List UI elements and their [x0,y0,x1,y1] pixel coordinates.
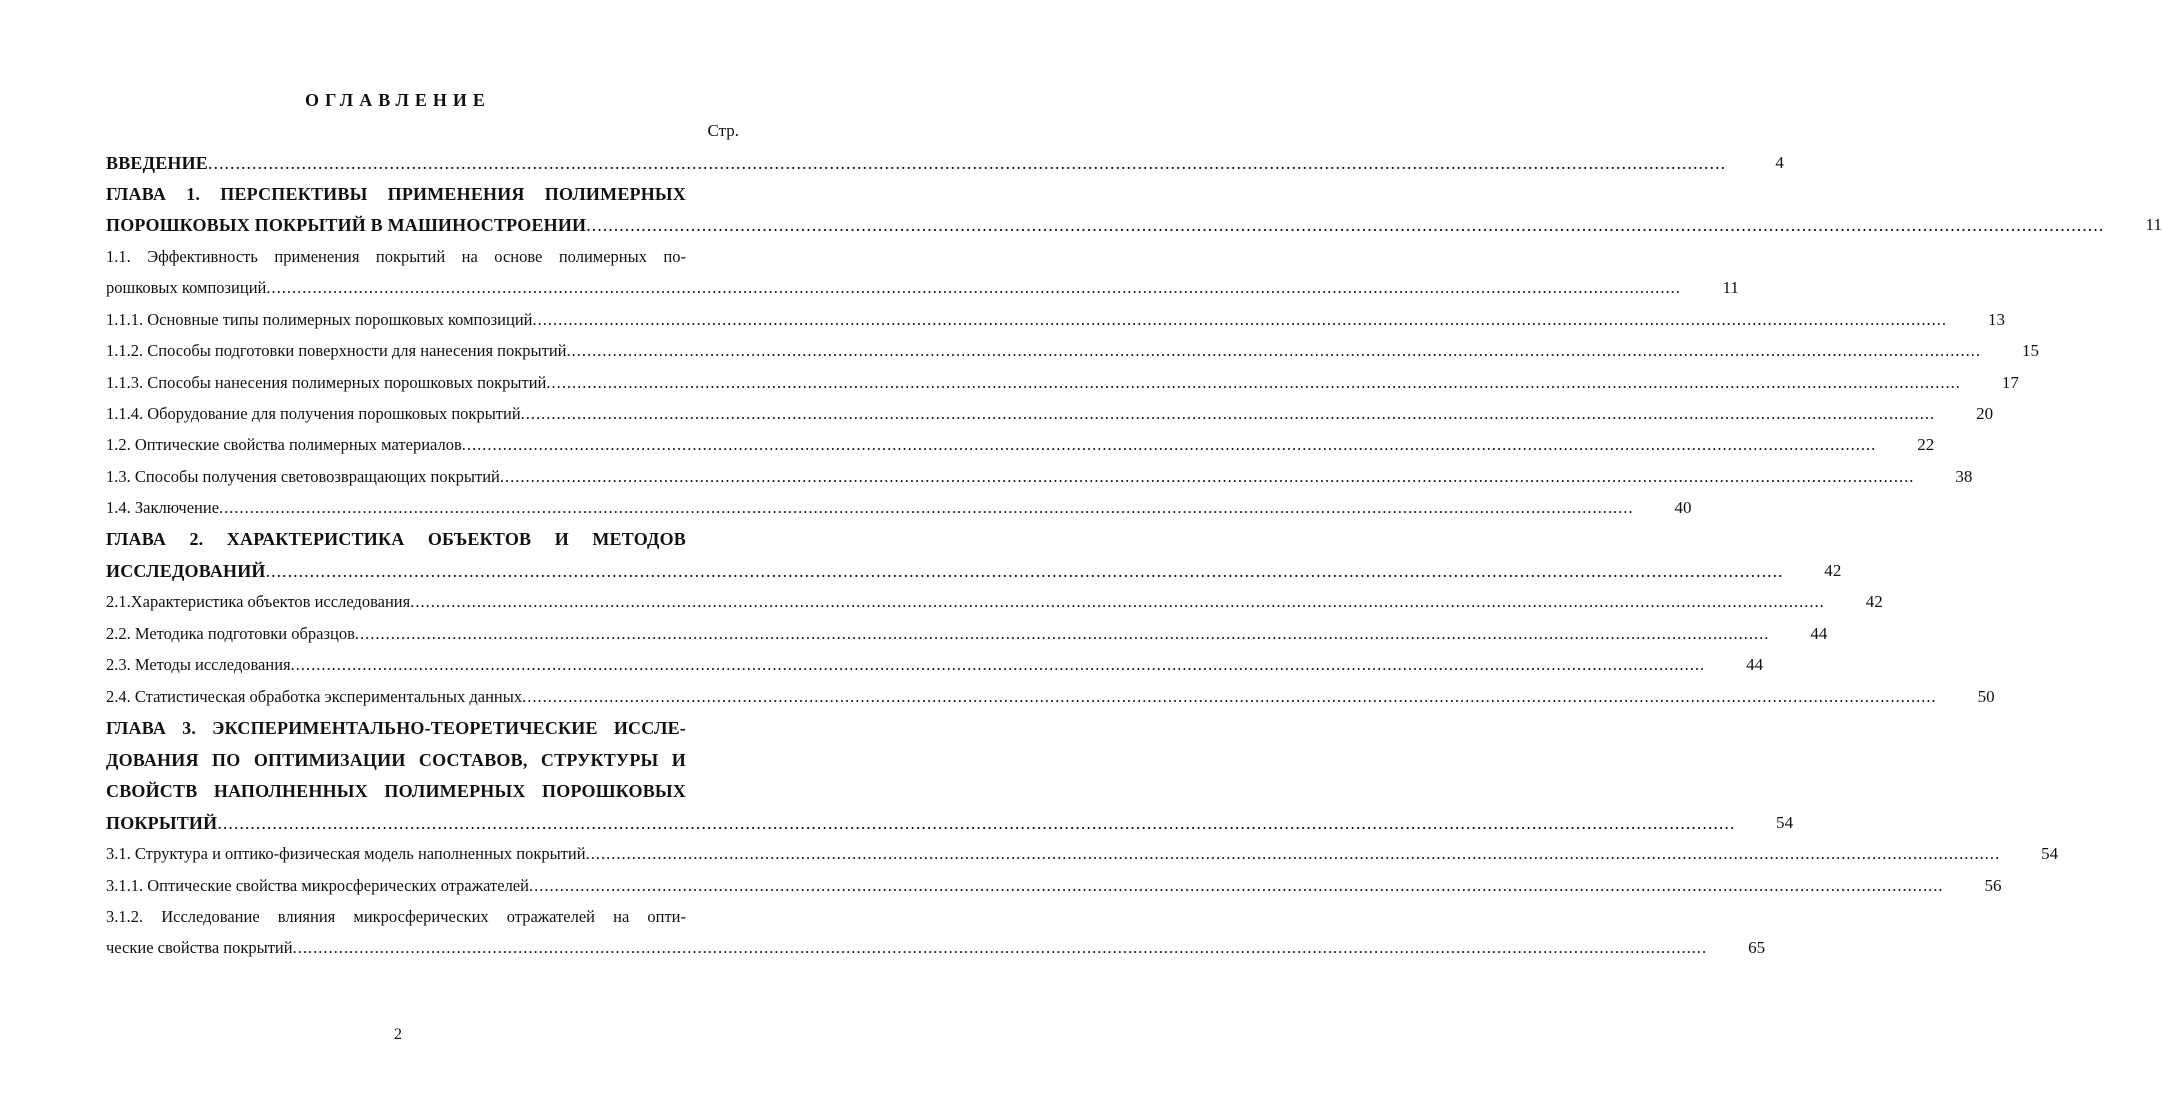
leader-dots [355,623,1770,645]
toc-entry-2-1[interactable]: 2.1.Характеристика объектов исследования ..... 42 [106,585,738,613]
toc-entry-chapter-1-line-2[interactable]: ПОРОШКОВЫХ ПОКРЫТИЙ В МАШИНОСТРОЕНИИ ..... 11 [106,208,738,236]
toc-entry-3-1-2-line-1[interactable]: 3.1.2. Исследование влияния микросферических отражателей на опти- [106,907,686,926]
toc-entry-1-4[interactable]: 1.4. Заключение ..... 40 [106,491,738,519]
toc-entry-3-1-1[interactable]: 3.1.1. Оптические свойства микросферических отражателей ..... 56 [106,869,738,897]
leader-dots [586,214,2104,236]
toc-entry-3-1[interactable]: 3.1. Структура и оптико-физическая модель наполненных покрытий ..... 54 [106,837,738,865]
toc-entry-chapter-3-line-4[interactable]: ПОКРЫТИЙ ..... 54 [106,806,738,834]
toc-entry-1-1-line-1[interactable]: 1.1. Эффективность применения покрытий на основе полимерных по- [106,247,686,266]
leader-dots [462,434,1877,456]
leader-dots [266,277,1681,299]
toc-entry-2-2[interactable]: 2.2. Методика подготовки образцов ..... 44 [106,617,738,645]
leader-dots [567,340,1982,362]
leader-dots [219,497,1634,519]
toc-entry-chapter-3-line-1[interactable]: ГЛАВА 3. ЭКСПЕРИМЕНТАЛЬНО-ТЕОРЕТИЧЕСКИЕ ИССЛЕ- [106,718,686,738]
toc-entry-1-1-3[interactable]: 1.1.3. Способы нанесения полимерных порошковых покрытий ..... 17 [106,366,738,394]
toc-entry-chapter-1-line-1[interactable]: ГЛАВА 1. ПЕРСПЕКТИВЫ ПРИМЕНЕНИЯ ПОЛИМЕРНЫХ [106,184,686,204]
leader-dots [291,654,1706,676]
leader-dots [410,591,1825,613]
leader-dots [266,560,1784,582]
toc-entry-1-1-2[interactable]: 1.1.2. Способы подготовки поверхности для нанесения покрытий ..... 15 [106,334,738,362]
page-number: 2 [394,1026,402,1043]
leader-dots [208,152,1726,174]
toc-entry-1-1-4[interactable]: 1.1.4. Оборудование для получения порошковых покрытий ..... 20 [106,397,738,425]
toc-entry-1-1-1[interactable]: 1.1.1. Основные типы полимерных порошковых композиций ..... 13 [106,303,738,331]
toc-entry-1-1-line-2[interactable]: рошковых композиций ..... 11 [106,271,738,299]
toc-entry-chapter-3-line-2[interactable]: ДОВАНИЯ ПО ОПТИМИЗАЦИИ СОСТАВОВ, СТРУКТУРЫ И [106,750,686,770]
toc-entry-2-3[interactable]: 2.3. Методы исследования ..... 44 [106,648,738,676]
leader-dots [529,875,1944,897]
leader-dots [546,372,1961,394]
toc-entry-chapter-2-line-1[interactable]: ГЛАВА 2. ХАРАКТЕРИСТИКА ОБЪЕКТОВ И МЕТОДОВ [106,529,686,549]
toc-entry-chapter-2-line-2[interactable]: ИССЛЕДОВАНИЙ ..... 42 [106,554,738,582]
toc-entry-2-4[interactable]: 2.4. Статистическая обработка экспериментальных данных ..... 50 [106,680,738,708]
toc-title: ОГЛАВЛЕНИЕ [305,90,491,110]
leader-dots [521,403,1936,425]
toc-entry-chapter-3-line-3[interactable]: СВОЙСТВ НАПОЛНЕННЫХ ПОЛИМЕРНЫХ ПОРОШКОВЫХ [106,781,686,801]
leader-dots [217,812,1735,834]
page-column-label: Стр. [707,121,739,140]
leader-dots [522,686,1937,708]
toc-entry-introduction[interactable]: ВВЕДЕНИЕ ..... 4 [106,146,738,174]
leader-dots [586,843,2001,865]
toc-entry-1-2[interactable]: 1.2. Оптические свойства полимерных материалов ..... 22 [106,428,738,456]
leader-dots [532,309,1947,331]
toc-entry-3-1-2-line-2[interactable]: ческие свойства покрытий ..... 65 [106,931,738,959]
leader-dots [293,937,1708,959]
leader-dots [500,466,1915,488]
toc-entry-1-3[interactable]: 1.3. Способы получения световозвращающих покрытий ..... 38 [106,460,738,488]
